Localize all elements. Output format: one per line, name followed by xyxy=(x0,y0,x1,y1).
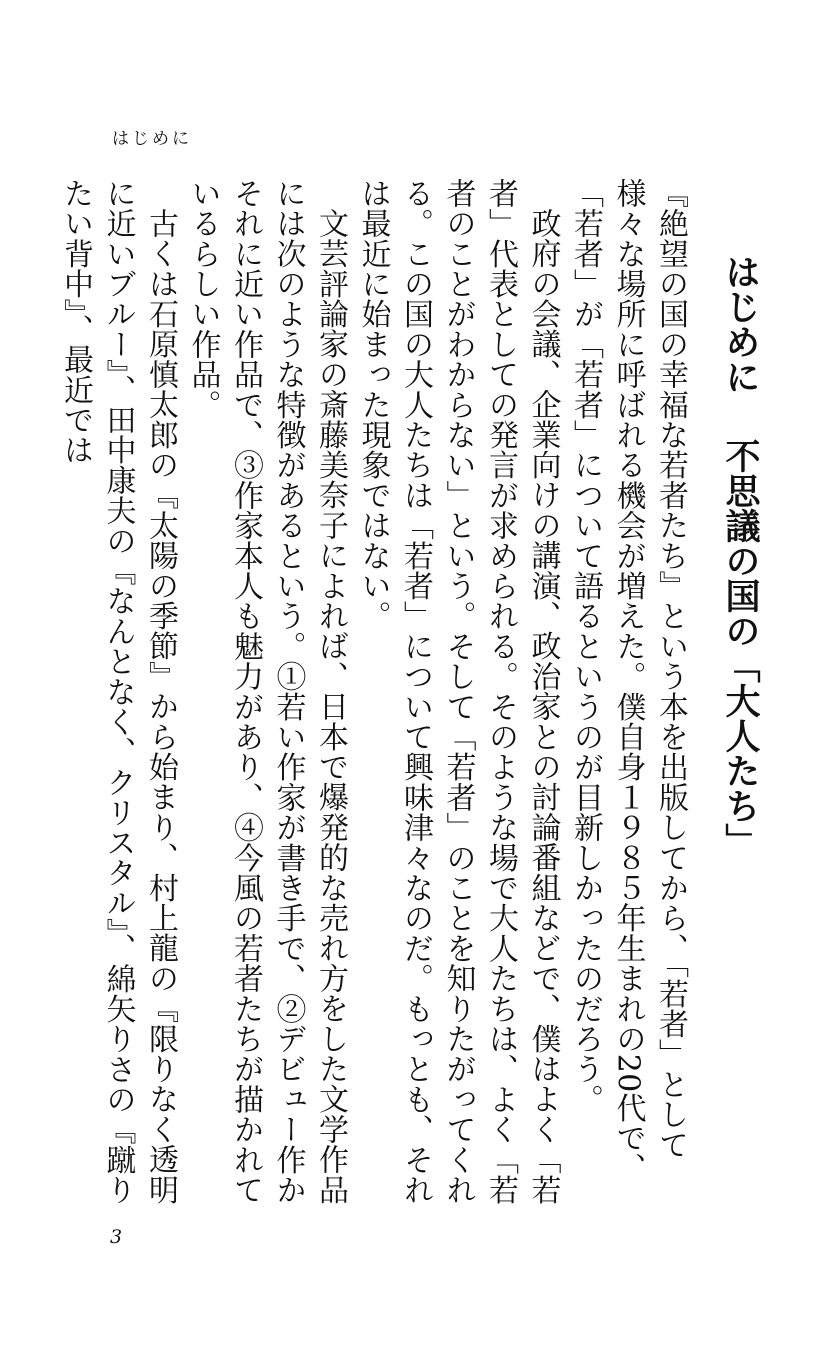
chapter-title xyxy=(717,178,763,1208)
paragraph-1: 『絶望の国の幸福な若者たち』という本を出版してから、「若者」として様々な場所に呼ばれる機会が増えた。僕自身１９８５年生まれの20代で、「若者」が「若者」について語るというのが目新しかったのだろう。 xyxy=(568,178,688,1183)
paragraph-4: 古くは石原慎太郎の『太陽の季節』から始まり、村上龍の『限りなく透明に近いブルー』、田中康夫の『なんとなく、クリスタル』、綿矢りさの『蹴りたい背中』、最近では xyxy=(58,178,178,1205)
chapter-label: はじめに xyxy=(720,254,760,394)
paragraph-3: 文芸評論家の斎藤美奈子によれば、日本で爆発的な売れ方をした文学作品には次のような特徴があるという。①若い作家が書き手で、②デビュー作かそれに近い作品で、③作家本人も魅力があり、④今風の若者たちが描かれているらしい作品。 xyxy=(185,178,348,1205)
paragraph-2: 政府の会議、企業向けの講演、政治家との討論番組などで、僕はよく「若者」代表としての発言が求められる。そのような場で大人たちは、よく「若者のことがわからない」という。そして「若者」のことを知りたがってくれる。この国の大人たちは「若者」について興味津々なのだ。もっとも、それは最近に始まった現象ではない。 xyxy=(355,178,561,1205)
page-number: 3 xyxy=(110,1226,123,1248)
chapter-title-text: 不思議の国の「大人たち」 xyxy=(720,438,760,858)
page-body xyxy=(54,178,764,1208)
running-header: はじめに xyxy=(112,129,192,149)
